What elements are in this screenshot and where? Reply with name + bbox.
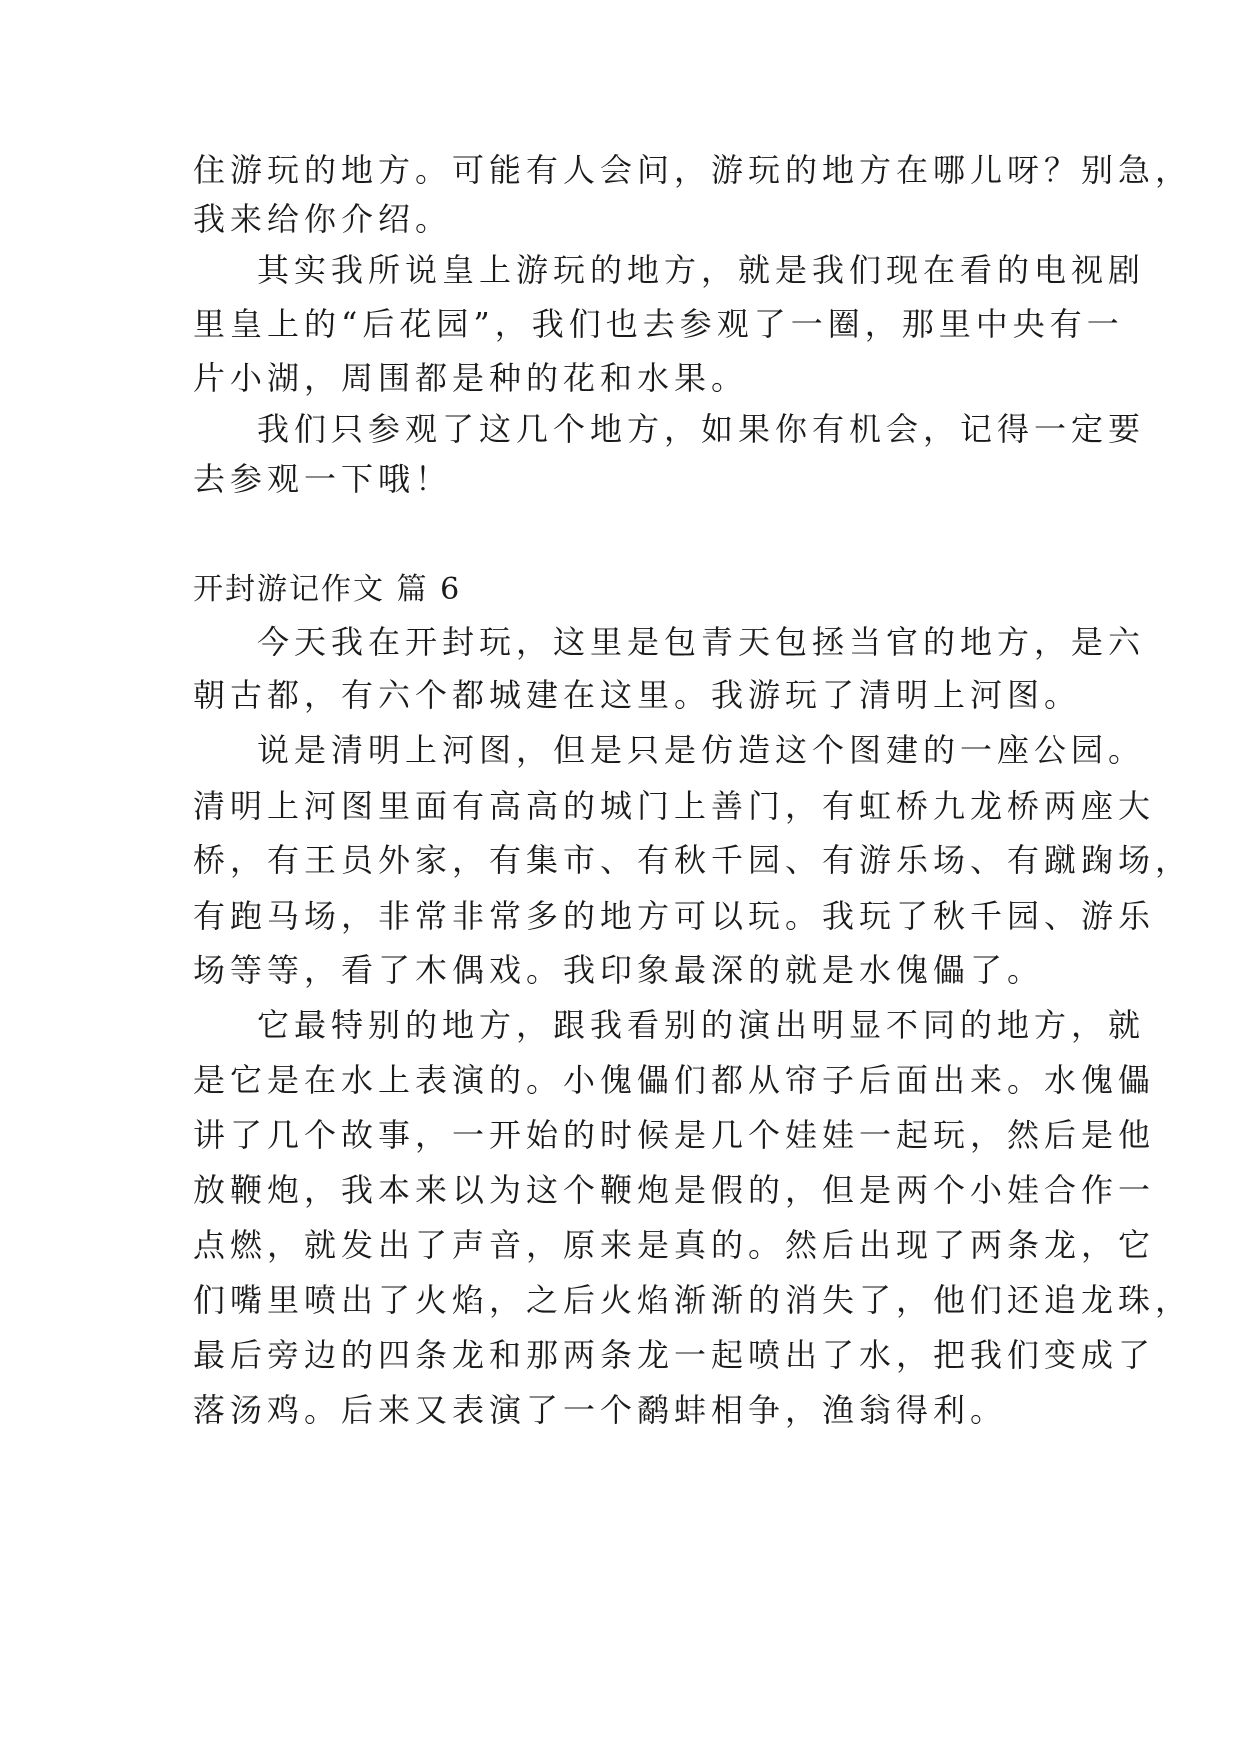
text-line: 落汤鸡。后来又表演了一个鹬蚌相争，渔翁得利。 <box>193 1391 1008 1429</box>
text-line: 点燃，就发出了声音，原来是真的。然后出现了两条龙，它 <box>193 1226 1156 1264</box>
text-line: 清明上河图里面有高高的城门上善门，有虹桥九龙桥两座大 <box>193 787 1156 825</box>
text-line: 去参观一下哦！ <box>193 460 453 498</box>
text-line: 住游玩的地方。可能有人会问，游玩的地方在哪儿呀？别急， <box>193 151 1193 189</box>
text-line: 有跑马场，非常非常多的地方可以玩。我玩了秋千园、游乐 <box>193 897 1156 935</box>
text-line: 们嘴里喷出了火焰，之后火焰渐渐的消失了，他们还追龙珠， <box>193 1281 1193 1319</box>
text-line: 是它是在水上表演的。小傀儡们都从帘子后面出来。水傀儡 <box>193 1061 1156 1099</box>
text-line: 场等等，看了木偶戏。我印象最深的就是水傀儡了。 <box>193 951 1045 989</box>
text-line: 今天我在开封玩，这里是包青天包拯当官的地方，是六 <box>257 623 1146 661</box>
text-line: 其实我所说皇上游玩的地方，就是我们现在看的电视剧 <box>257 251 1146 289</box>
text-line: 它最特别的地方，跟我看别的演出明显不同的地方，就 <box>257 1006 1146 1044</box>
text-line: 片小湖，周围都是种的花和水果。 <box>193 359 749 397</box>
text-line: 我们只参观了这几个地方，如果你有机会，记得一定要 <box>257 410 1146 448</box>
text-line: 朝古都，有六个都城建在这里。我游玩了清明上河图。 <box>193 676 1082 714</box>
text-line: 放鞭炮，我本来以为这个鞭炮是假的，但是两个小娃合作一 <box>193 1171 1156 1209</box>
text-line: 说是清明上河图，但是只是仿造这个图建的一座公园。 <box>257 731 1146 769</box>
text-line: 我来给你介绍。 <box>193 200 453 238</box>
text-line: 讲了几个故事，一开始的时候是几个娃娃一起玩，然后是他 <box>193 1116 1156 1154</box>
text-line: 里皇上的“后花园”，我们也去参观了一圈，那里中央有一 <box>193 305 1124 343</box>
section-heading: 开封游记作文 篇 6 <box>193 572 462 607</box>
text-line: 桥，有王员外家，有集市、有秋千园、有游乐场、有蹴踘场， <box>193 841 1193 879</box>
text-line: 最后旁边的四条龙和那两条龙一起喷出了水，把我们变成了 <box>193 1336 1156 1374</box>
